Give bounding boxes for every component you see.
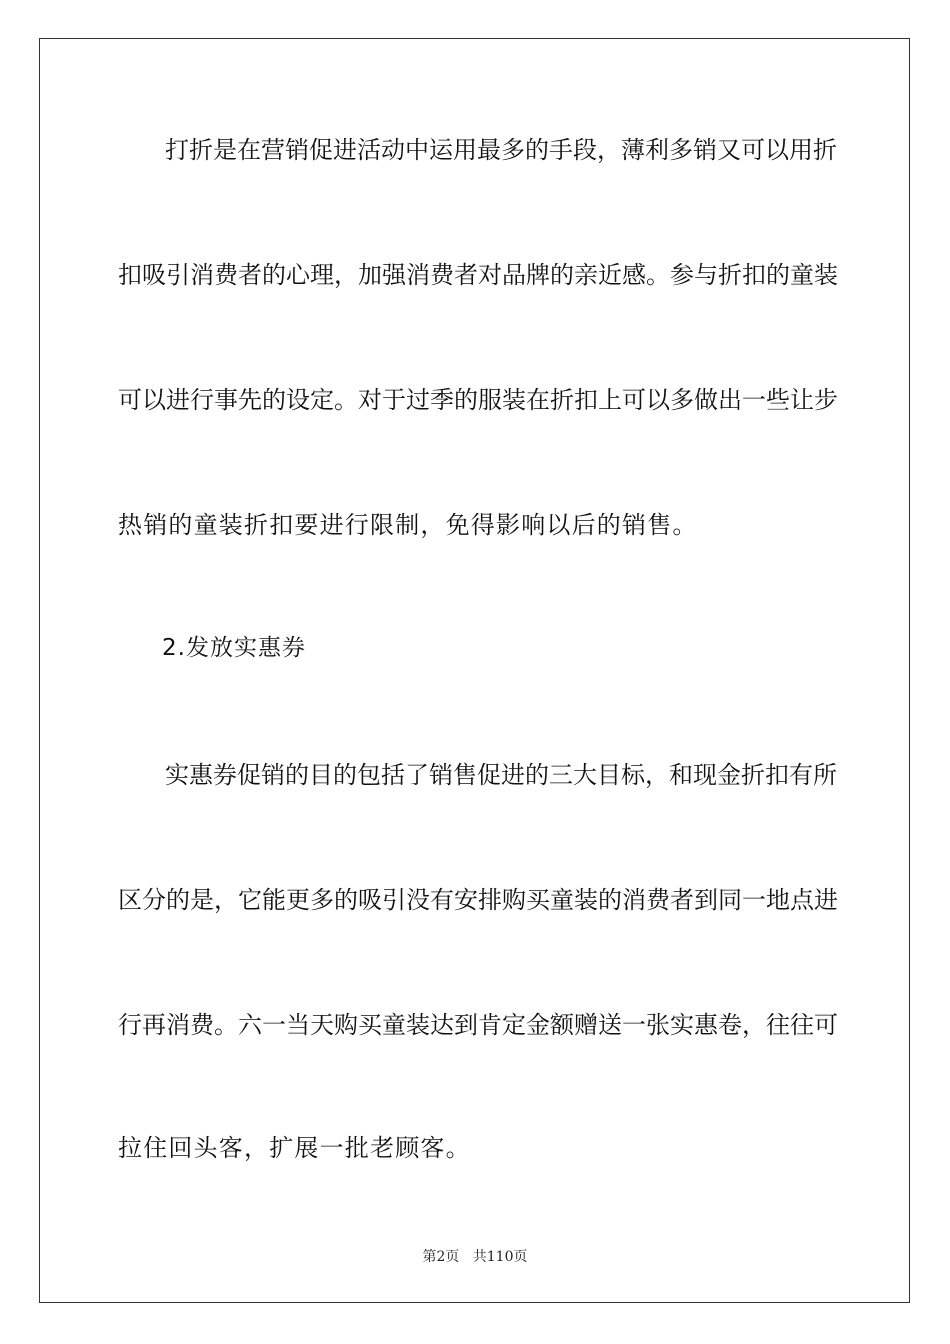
paragraph-1-line-4: 热销的童装折扣要进行限制，免得影响以后的销售。 (118, 511, 698, 539)
section-heading: 2.发放实惠券 (162, 635, 306, 661)
page-border (39, 38, 910, 1303)
paragraph-2-line-2: 区分的是，它能更多的吸引没有安排购买童装的消费者到同一地点进 (118, 886, 838, 914)
paragraph-1-line-1: 打折是在营销促进活动中运用最多的手段，薄利多销又可以用折 (165, 136, 837, 164)
paragraph-2-line-3: 行再消费。六一当天购买童装达到肯定金额赠送一张实惠卷，往往可 (118, 1011, 838, 1039)
page-footer (0, 1248, 950, 1266)
paragraph-1-line-3: 可以进行事先的设定。对于过季的服装在折扣上可以多做出一些让步 (118, 386, 838, 414)
paragraph-2-line-4: 拉住回头客，扩展一批老顾客。 (118, 1134, 471, 1162)
paragraph-2-line-1: 实惠券促销的目的包括了销售促进的三大目标，和现金折扣有所 (165, 761, 837, 789)
paragraph-1-line-2: 扣吸引消费者的心理，加强消费者对品牌的亲近感。参与折扣的童装 (118, 261, 838, 289)
page-number: 第2页 (422, 1249, 460, 1265)
page-total: 共110页 (472, 1249, 528, 1265)
